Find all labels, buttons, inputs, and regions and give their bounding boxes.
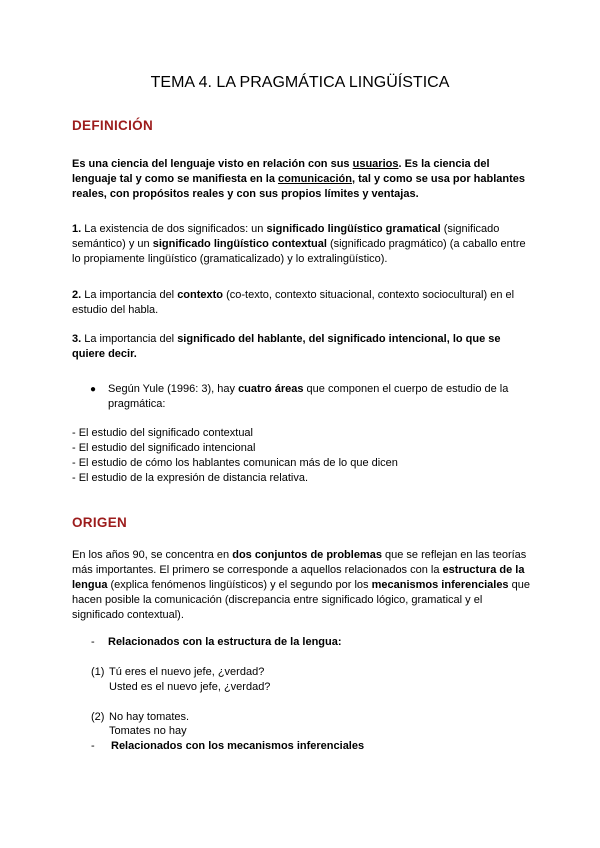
example-line: Tú eres el nuevo jefe, ¿verdad? — [109, 666, 265, 678]
example-line: No hay tomates. — [109, 711, 190, 723]
subheading-inferenciales: Relacionados con los mecanismos inferenciales — [111, 740, 365, 752]
dash-marker: - — [91, 636, 95, 648]
point-1: 1. La existencia de dos significados: un significado lingüístico gramatical (significado semántico) y un significado lingüístico contextual (significado pragmático) (a caballo entre lo propiamente lingüístico (gramaticalizado) y lo extralingüístico). — [72, 223, 526, 265]
list-item: - El estudio de la expresión de distancia relativa. — [72, 472, 309, 484]
definition-paragraph: Es una ciencia del lenguaje visto en relación con sus usuarios. Es la ciencia del lenguaje tal y como se manifiesta en la comunicación, tal y como se usa por hablantes reales, con propósitos reales y con sus propios límites y ventajas. — [72, 158, 525, 200]
dash-marker: - — [91, 740, 95, 752]
section-heading-definicion: DEFINICIÓN — [72, 118, 154, 133]
point-2: 2. La importancia del contexto (co-texto, contexto situacional, contexto sociocultural) en el estudio del habla. — [72, 289, 515, 316]
example-number: (2) — [91, 711, 105, 723]
bullet-paragraph: Según Yule (1996: 3), hay cuatro áreas que componen el cuerpo de estudio de la pragmática: — [108, 383, 509, 410]
point-3: 3. La importancia del significado del hablante, del significado intencional, lo que se quiere decir. — [72, 333, 501, 360]
list-item: - El estudio del significado contextual — [72, 427, 253, 439]
origen-paragraph: En los años 90, se concentra en dos conjuntos de problemas que se reflejan en las teorías más importantes. El primero se corresponde a aquellos relacionados con la estructura de la lengua (explica fenómenos lingüísticos) y el segundo por los mecanismos inferenciales que hacen posible la comunicación (discrepancia entre significado lógico, gramatical y el significado contextual). — [72, 549, 530, 621]
bullet-icon: ● — [90, 384, 97, 395]
list-item: - El estudio del significado intencional — [72, 442, 256, 454]
example-number: (1) — [91, 666, 105, 678]
list-item: - El estudio de cómo los hablantes comunican más de lo que dicen — [72, 457, 398, 469]
example-line: Usted es el nuevo jefe, ¿verdad? — [109, 681, 271, 693]
example-line: Tomates no hay — [109, 725, 187, 737]
page-title: TEMA 4. LA PRAGMÁTICA LINGÜÍSTICA — [150, 74, 450, 91]
section-heading-origen: ORIGEN — [72, 515, 128, 530]
subheading-estructura: Relacionados con la estructura de la lengua: — [108, 636, 342, 648]
